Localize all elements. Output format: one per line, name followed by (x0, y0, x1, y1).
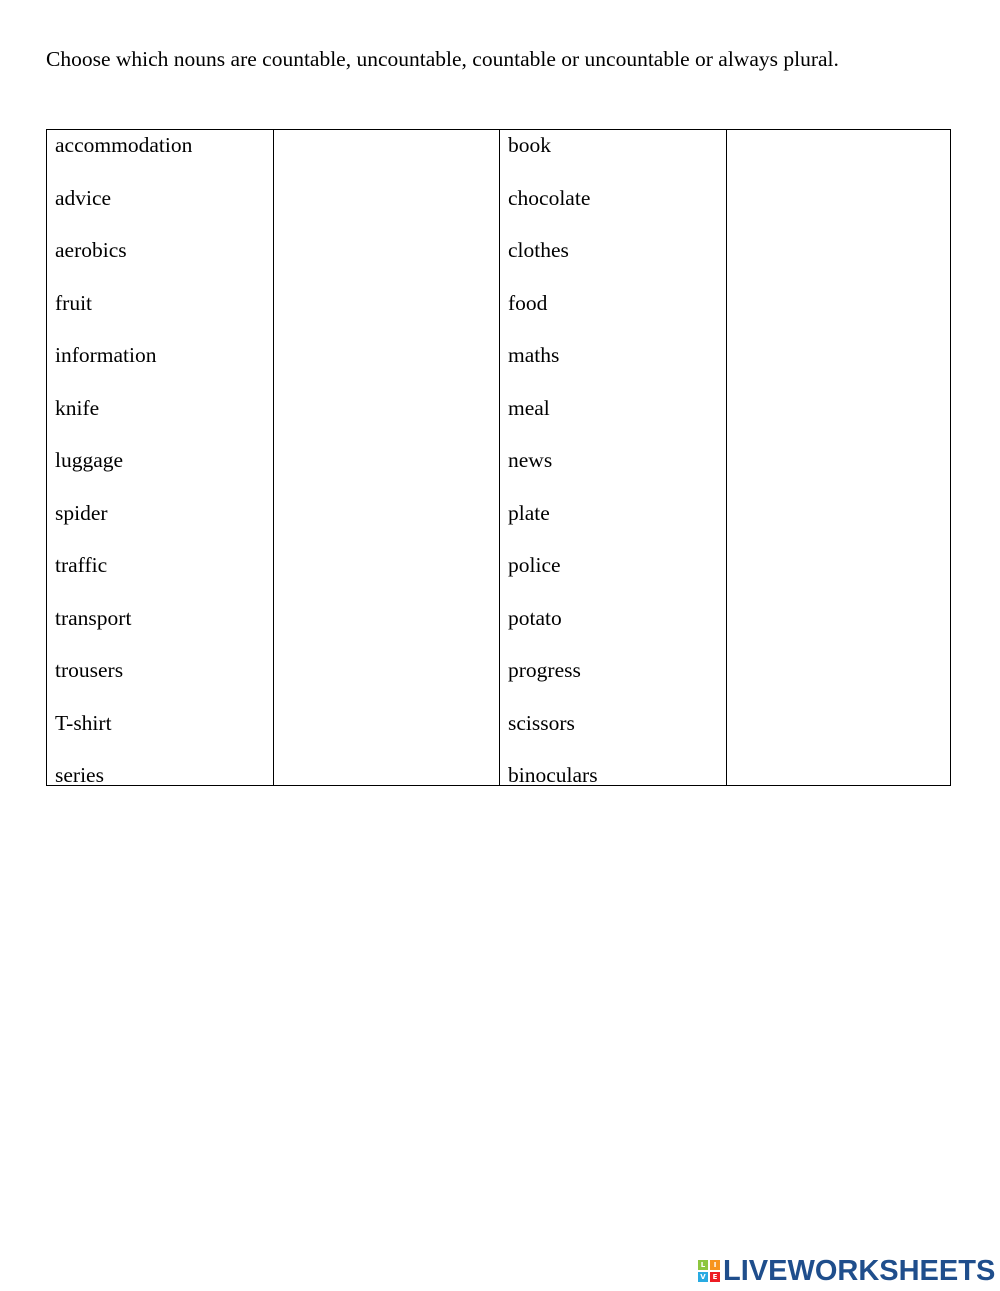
noun-word: maths (508, 343, 560, 367)
noun-word: T-shirt (55, 710, 112, 735)
noun-word: trousers (55, 658, 124, 682)
right-word-column (499, 130, 726, 785)
left-answer-cell[interactable] (273, 130, 499, 785)
noun-word: luggage (55, 448, 124, 472)
noun-word: meal (508, 395, 550, 420)
logo-block: I (710, 1260, 720, 1270)
noun-word: news (508, 448, 553, 472)
noun-word: binoculars (508, 763, 598, 787)
noun-word: clothes (508, 238, 569, 262)
noun-word: potato (508, 605, 562, 630)
logo-blocks-icon (698, 1260, 720, 1282)
noun-word: advice (55, 185, 112, 210)
noun-table (46, 129, 951, 786)
right-word-list (508, 130, 598, 813)
liveworksheets-logo (698, 1255, 995, 1287)
noun-word: scissors (508, 710, 575, 735)
noun-word: accommodation (55, 133, 193, 157)
noun-word: traffic (55, 553, 108, 577)
instruction-text: Choose which nouns are countable, uncountable, countable or uncountable or always plural. (46, 47, 839, 71)
noun-word: chocolate (508, 185, 591, 210)
noun-word: knife (55, 395, 100, 420)
noun-word: book (508, 133, 551, 157)
logo-block: L (698, 1260, 708, 1270)
right-answer-input[interactable] (727, 130, 950, 785)
left-answer-input[interactable] (274, 130, 499, 785)
noun-word: spider (55, 500, 108, 525)
logo-block: E (710, 1272, 720, 1282)
noun-word: series (55, 763, 104, 787)
logo-block: V (698, 1272, 708, 1282)
noun-word: police (508, 553, 561, 577)
noun-word: aerobics (55, 238, 127, 262)
noun-word: progress (508, 658, 581, 682)
noun-word: plate (508, 500, 550, 525)
noun-word: transport (55, 605, 132, 630)
noun-word: fruit (55, 290, 93, 315)
noun-word: information (55, 343, 157, 367)
left-word-list (55, 130, 192, 813)
logo-text: LIVEWORKSHEETS (723, 1255, 996, 1287)
right-answer-cell[interactable] (726, 130, 950, 785)
noun-word: food (508, 290, 548, 315)
left-word-column (47, 130, 273, 785)
